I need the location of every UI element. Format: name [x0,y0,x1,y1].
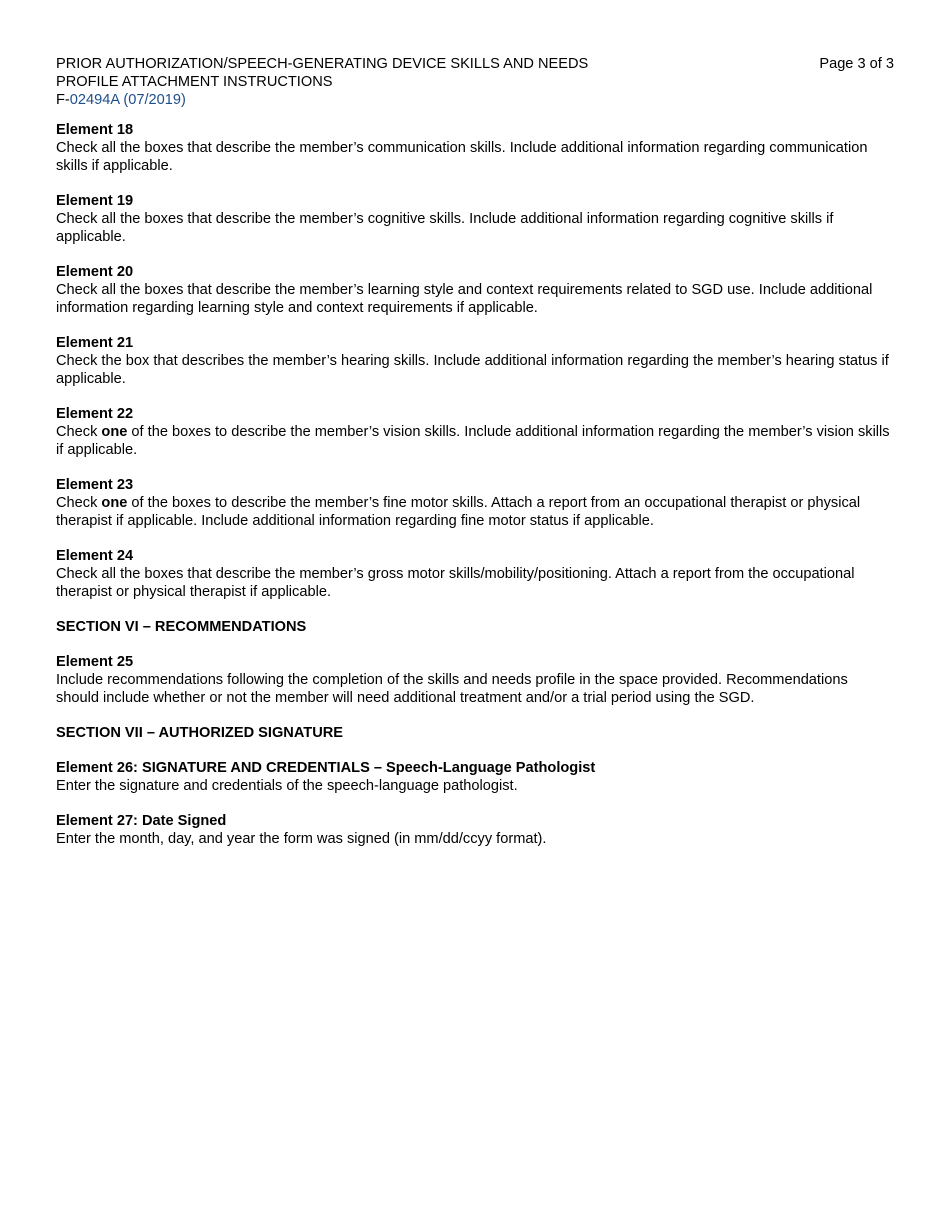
instructions-content [56,121,894,848]
emphasis-one: one [101,424,128,440]
element-title: Element 18 [56,122,134,138]
element-text: Enter the signature and credentials of the speech-language pathologist. [56,778,518,794]
element-26 [56,759,894,795]
element-title: Element 27: Date Signed [56,813,227,829]
form-number [56,91,894,109]
form-title-line-2: PROFILE ATTACHMENT INSTRUCTIONS [56,74,333,90]
page-header [56,55,894,109]
element-text: Check the box that describes the member’s hearing skills. Include additional information regarding the member’s hearing status if applicable. [56,353,889,387]
section-heading-authorized-signature: SECTION VII – AUTHORIZED SIGNATURE [56,725,344,741]
element-text-after: of the boxes to describe the member’s fine motor skills. Attach a report from an occupational therapist or physical therapist if applicable. Include additional information regarding fine motor status if applicable. [56,495,861,529]
element-text [56,494,894,530]
element-title: Element 23 [56,477,134,493]
element-title: Element 20 [56,264,134,280]
element-title: Element 22 [56,406,134,422]
element-24 [56,547,894,601]
element-21 [56,334,894,388]
form-number-prefix: F- [56,92,70,108]
element-text: Check all the boxes that describe the member’s gross motor skills/mobility/positioning. Attach a report from the occupational therapist or physical therapist if applicable. [56,566,855,600]
element-text: Check all the boxes that describe the member’s learning style and context requirements related to SGD use. Include additional information regarding learning style and context requirements if applicable. [56,282,873,316]
element-20 [56,263,894,317]
element-23 [56,476,894,530]
element-title: Element 24 [56,548,134,564]
element-text: Include recommendations following the completion of the skills and needs profile in the space provided. Recommendations should include whether or not the member will need additional treatment and/or a trial period using the SGD. [56,672,848,706]
element-text-before: Check [56,424,102,440]
element-27 [56,812,894,848]
element-text: Enter the month, day, and year the form was signed (in mm/dd/ccyy format). [56,831,547,847]
element-text-after: of the boxes to describe the member’s vision skills. Include additional information regarding the member’s vision skills if applicable. [56,424,890,458]
element-title: Element 26: SIGNATURE AND CREDENTIALS – Speech-Language Pathologist [56,760,596,776]
section-heading-recommendations: SECTION VI – RECOMMENDATIONS [56,619,307,635]
form-number-link[interactable]: 02494A (07/2019) [69,92,186,108]
emphasis-one: one [101,495,128,511]
element-18 [56,121,894,175]
page-number: Page 3 of 3 [819,56,894,72]
element-25 [56,653,894,707]
form-title-line-1: PRIOR AUTHORIZATION/SPEECH-GENERATING DEVICE SKILLS AND NEEDS [56,56,589,72]
element-title: Element 21 [56,335,134,351]
element-19 [56,192,894,246]
element-22 [56,405,894,459]
element-title: Element 25 [56,654,134,670]
element-text: Check all the boxes that describe the member’s communication skills. Include additional information regarding communication skills if applicable. [56,140,868,174]
element-text [56,423,894,459]
element-text: Check all the boxes that describe the member’s cognitive skills. Include additional information regarding cognitive skills if applicable. [56,211,834,245]
element-text-before: Check [56,495,102,511]
element-title: Element 19 [56,193,134,209]
